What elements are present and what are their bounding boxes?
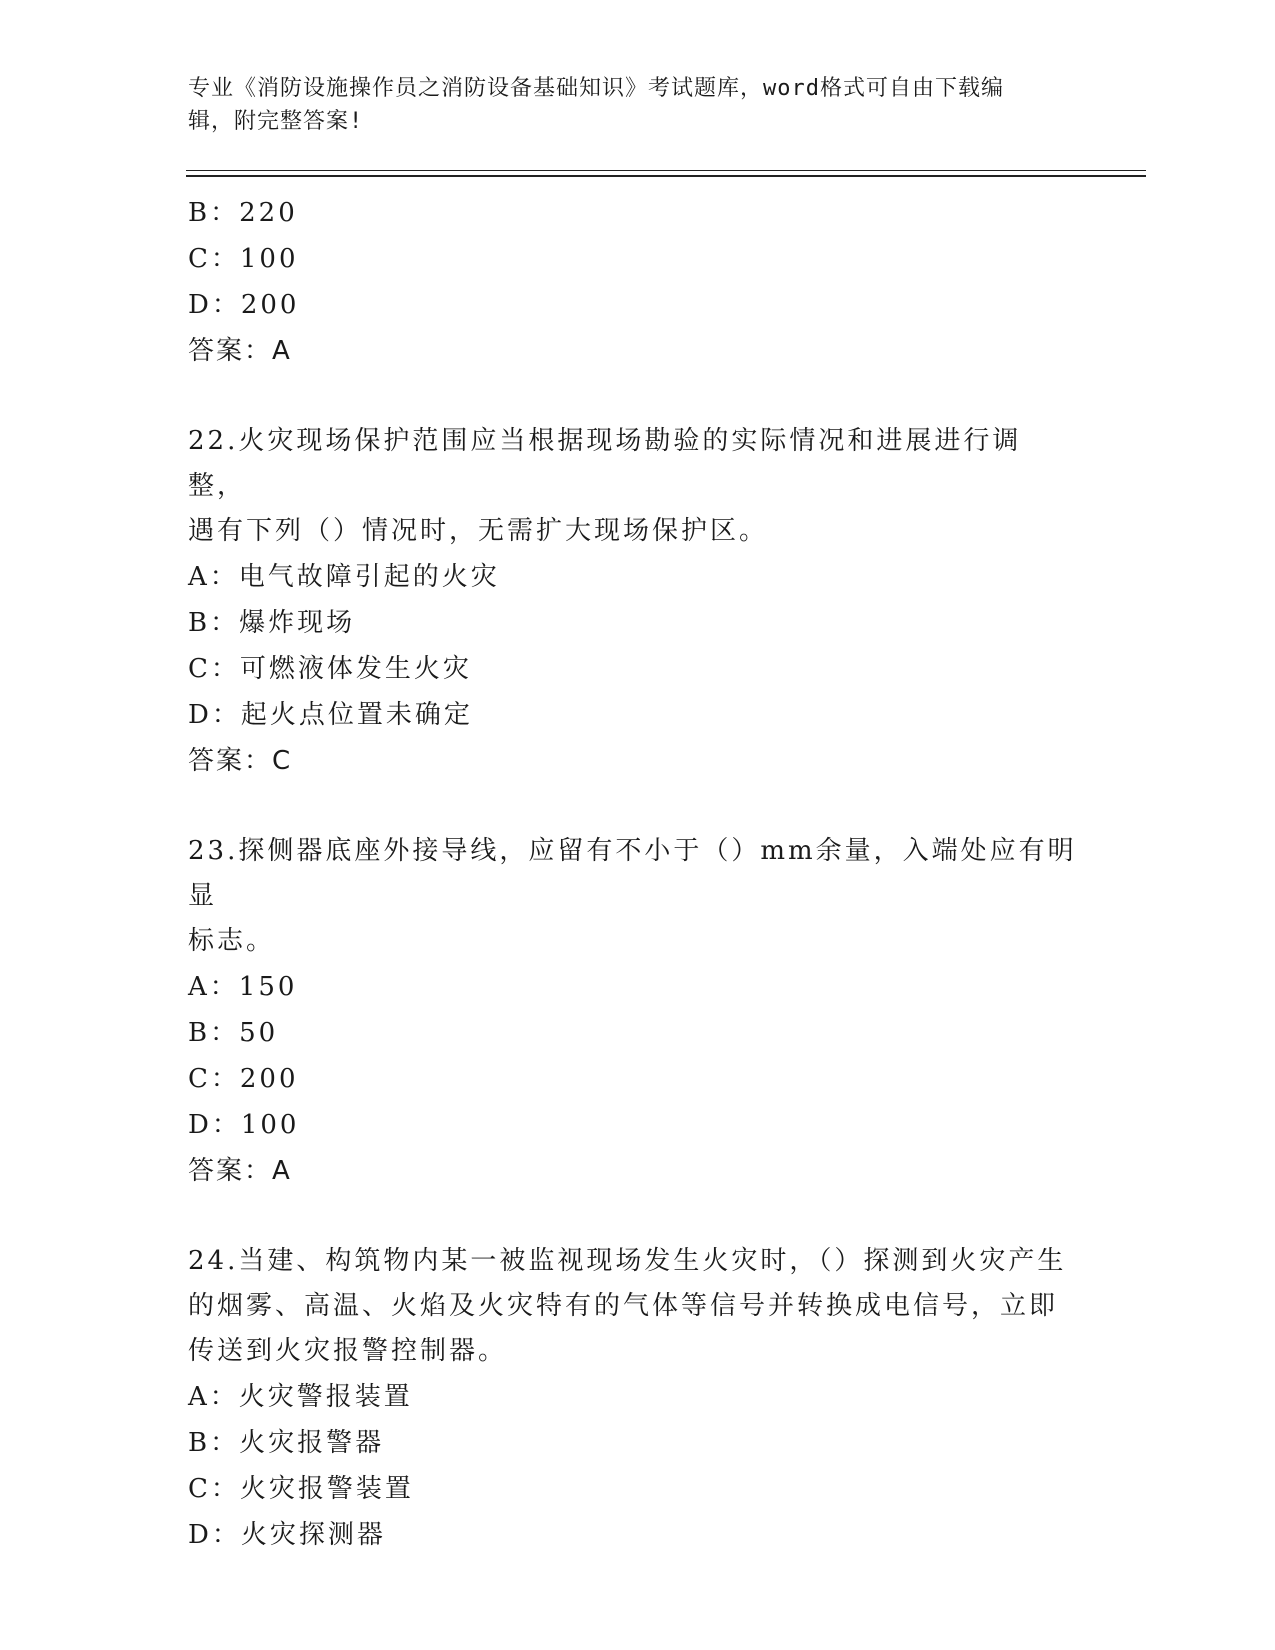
stem-line: 传送到火灾报警控制器。 xyxy=(188,1336,508,1366)
answer-line: 答案：C xyxy=(188,746,293,776)
answer-line: 答案：A xyxy=(188,336,292,366)
carryover-block xyxy=(188,190,1088,374)
question-stem xyxy=(188,829,1078,964)
option-d: D：100 xyxy=(188,1110,300,1140)
stem-line: 标志。 xyxy=(188,926,276,956)
option-a: A：火灾警报装置 xyxy=(188,1382,413,1412)
question-23 xyxy=(188,829,1088,1194)
stem-line: 遇有下列（）情况时，无需扩大现场保护区。 xyxy=(188,516,769,546)
option-b: B：爆炸现场 xyxy=(188,608,356,638)
option-b: B：50 xyxy=(188,1018,279,1048)
stem-line: 23.探侧器底座外接导线，应留有不小于（）mm余量，入端处应有明显 xyxy=(188,836,1077,911)
question-content xyxy=(188,190,1088,1558)
option-d: D：火灾探测器 xyxy=(188,1520,386,1550)
question-24 xyxy=(188,1239,1088,1558)
option-a: A：150 xyxy=(188,972,298,1002)
option-c: C：100 xyxy=(188,244,299,274)
header-rule-bottom xyxy=(186,175,1146,177)
answer-line: 答案：A xyxy=(188,1156,292,1186)
option-c: C：火灾报警装置 xyxy=(188,1474,414,1504)
option-a: A：电气故障引起的火灾 xyxy=(188,562,500,592)
header-rule-top xyxy=(186,170,1146,171)
question-stem xyxy=(188,419,1078,554)
option-c: C：200 xyxy=(188,1064,299,1094)
question-stem xyxy=(188,1239,1078,1374)
stem-line: 的烟雾、高温、火焰及火灾特有的气体等信号并转换成电信号，立即 xyxy=(188,1291,1059,1321)
header-line-1: 专业《消防设施操作员之消防设备基础知识》考试题库，word格式可自由下载编 xyxy=(188,76,1004,101)
option-d: D：200 xyxy=(188,290,300,320)
stem-line: 22.火灾现场保护范围应当根据现场勘验的实际情况和进展进行调整， xyxy=(188,426,1022,501)
header-line-2: 辑，附完整答案! xyxy=(188,109,364,134)
question-22 xyxy=(188,419,1088,784)
option-b: B：220 xyxy=(188,198,298,228)
option-b: B：火灾报警器 xyxy=(188,1428,385,1458)
option-d: D：起火点位置未确定 xyxy=(188,700,473,730)
stem-line: 24.当建、构筑物内某一被监视现场发生火灾时，（）探测到火灾产生 xyxy=(188,1246,1067,1276)
document-header xyxy=(188,72,1068,138)
option-c: C：可燃液体发生火灾 xyxy=(188,654,472,684)
